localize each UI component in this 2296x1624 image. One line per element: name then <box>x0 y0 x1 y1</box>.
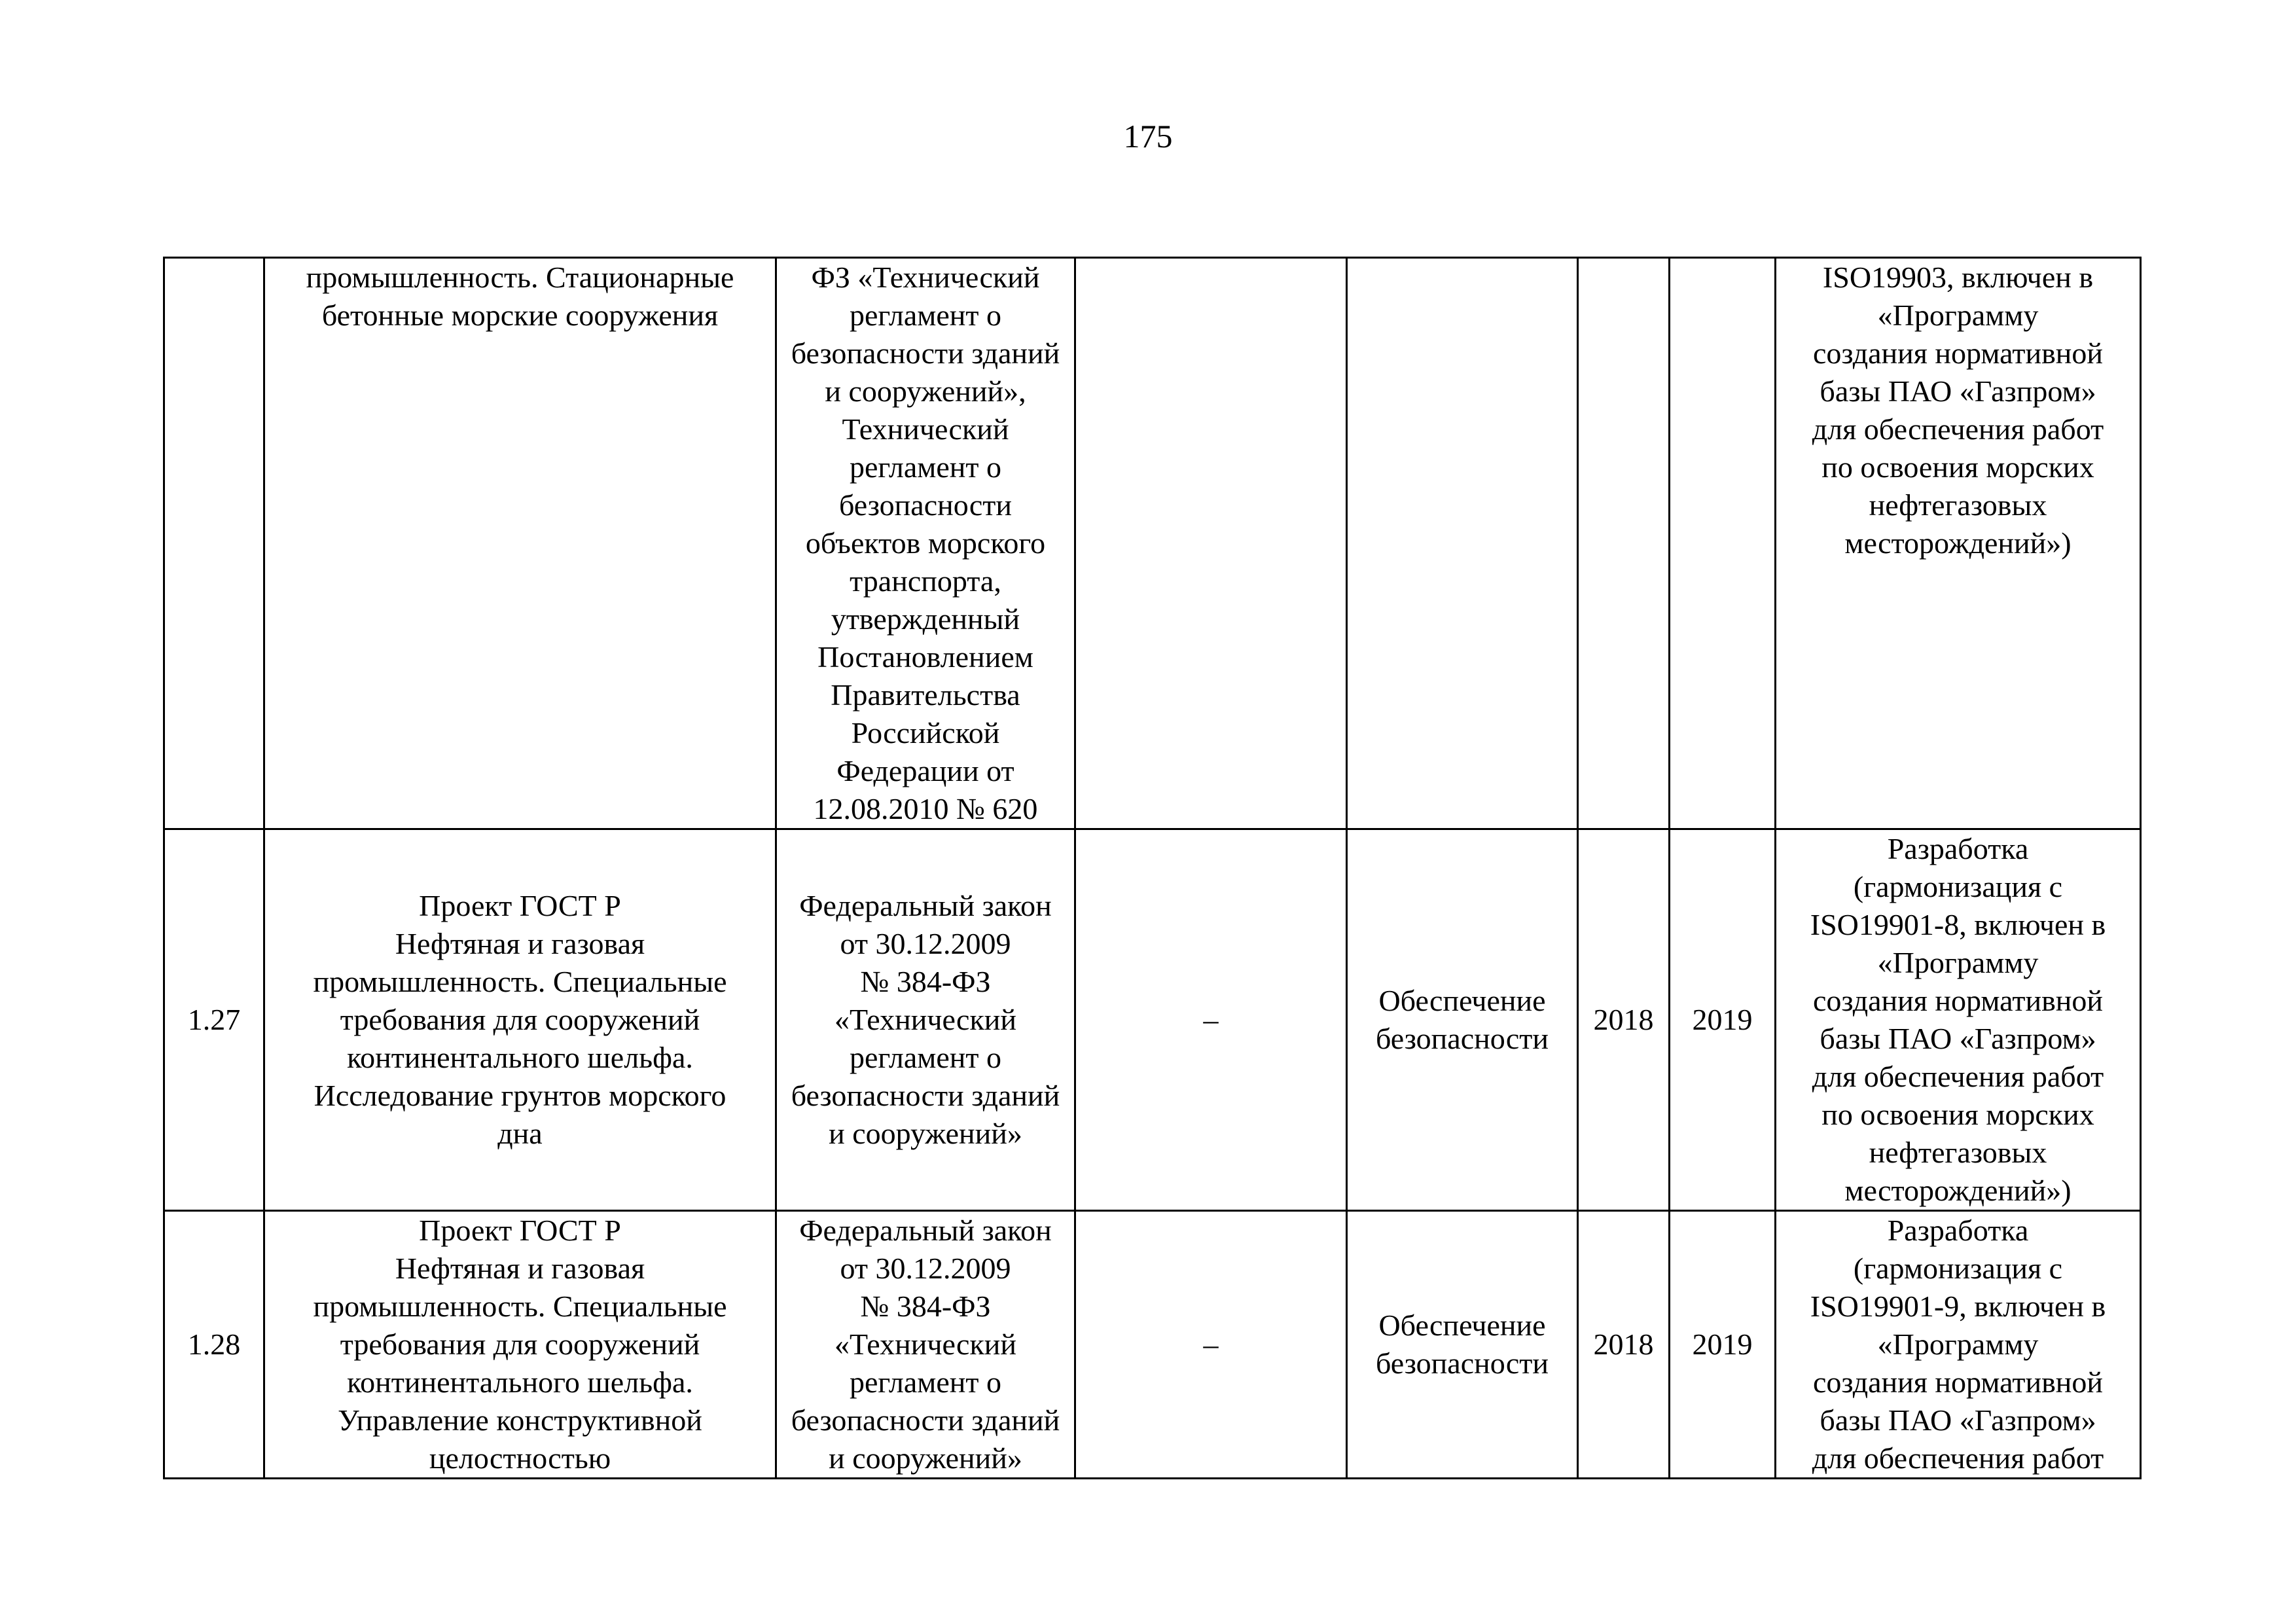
start-year-cell <box>1578 258 1670 829</box>
standards-table <box>163 257 2142 1479</box>
table-row <box>164 829 2141 1211</box>
row-number-cell: 1.27 <box>164 829 264 1211</box>
goal-cell: Обеспечение безопасности <box>1347 829 1578 1211</box>
page-number: 175 <box>1123 118 1173 154</box>
extra-cell: – <box>1075 1211 1347 1479</box>
row-number-cell <box>164 258 264 829</box>
table-row <box>164 258 2141 829</box>
end-year-cell: 2019 <box>1670 829 1776 1211</box>
document-title-cell: Проект ГОСТ Р Нефтяная и газовая промышленность. Специальные требования для сооружений континентального шельфа. Исследование грунтов морского дна <box>264 829 776 1211</box>
document-title-cell: Проект ГОСТ Р Нефтяная и газовая промышленность. Специальные требования для сооружений континентального шельфа. Управление конструктивной целостностью <box>264 1211 776 1479</box>
end-year-cell <box>1670 258 1776 829</box>
legal-basis-cell: Федеральный закон от 30.12.2009 № 384-ФЗ «Технический регламент о безопасности зданий и сооружений» <box>776 829 1075 1211</box>
row-number-cell: 1.28 <box>164 1211 264 1479</box>
note-cell: Разработка (гармонизация с ISO19901-8, включен в «Программу создания нормативной базы ПАО «Газпром» для обеспечения работ по освоения морских нефтегазовых месторождений») <box>1776 829 2141 1211</box>
note-cell: Разработка (гармонизация с ISO19901-9, включен в «Программу создания нормативной базы ПАО «Газпром» для обеспечения работ <box>1776 1211 2141 1479</box>
note-cell: ISO19903, включен в «Программу создания нормативной базы ПАО «Газпром» для обеспечения работ по освоения морских нефтегазовых месторождений») <box>1776 258 2141 829</box>
document-title-cell: промышленность. Стационарные бетонные морские сооружения <box>264 258 776 829</box>
legal-basis-cell: ФЗ «Технический регламент о безопасности зданий и сооружений», Технический регламент о безопасности объектов морского транспорта, утвержденный Постановлением Правительства Российской Федерации от 12.08.2010 № 620 <box>776 258 1075 829</box>
extra-cell: – <box>1075 829 1347 1211</box>
extra-cell <box>1075 258 1347 829</box>
start-year-cell: 2018 <box>1578 1211 1670 1479</box>
goal-cell: Обеспечение безопасности <box>1347 1211 1578 1479</box>
start-year-cell: 2018 <box>1578 829 1670 1211</box>
legal-basis-cell: Федеральный закон от 30.12.2009 № 384-ФЗ «Технический регламент о безопасности зданий и сооружений» <box>776 1211 1075 1479</box>
end-year-cell: 2019 <box>1670 1211 1776 1479</box>
table-row <box>164 1211 2141 1479</box>
goal-cell <box>1347 258 1578 829</box>
